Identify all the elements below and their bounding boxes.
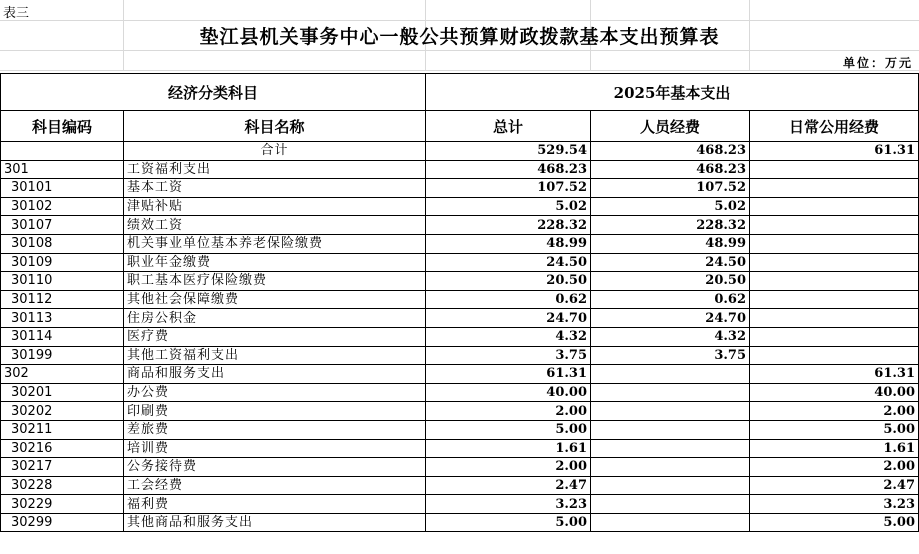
column-header-code: 科目编码 — [1, 111, 124, 142]
public-cell — [750, 327, 919, 346]
personnel-cell: 468.23 — [591, 160, 750, 179]
code-cell: 30201 — [1, 383, 124, 402]
sheet-label: 表三 — [3, 6, 30, 21]
personnel-cell: 468.23 — [591, 142, 750, 161]
table-row — [1, 420, 919, 439]
personnel-cell: 20.50 — [591, 272, 750, 291]
name-cell: 福利费 — [124, 495, 426, 514]
personnel-cell: 5.02 — [591, 197, 750, 216]
total-cell: 48.99 — [426, 234, 591, 253]
public-cell: 61.31 — [750, 142, 919, 161]
code-cell: 30109 — [1, 253, 124, 272]
table-row — [1, 309, 919, 328]
code-cell: 30108 — [1, 234, 124, 253]
name-cell: 绩效工资 — [124, 216, 426, 235]
name-cell: 医疗费 — [124, 327, 426, 346]
personnel-cell — [591, 365, 750, 384]
public-cell: 1.61 — [750, 439, 919, 458]
public-cell: 40.00 — [750, 383, 919, 402]
total-cell: 61.31 — [426, 365, 591, 384]
name-cell: 差旅费 — [124, 420, 426, 439]
code-cell: 30199 — [1, 346, 124, 365]
name-cell: 其他社会保障缴费 — [124, 290, 426, 309]
page-title: 垫江县机关事务中心一般公共预算财政拨款基本支出预算表 — [199, 26, 720, 48]
total-cell: 468.23 — [426, 160, 591, 179]
personnel-cell — [591, 439, 750, 458]
column-header-personnel: 人员经费 — [591, 111, 750, 142]
table-row — [1, 290, 919, 309]
table-row — [1, 495, 919, 514]
total-cell: 107.52 — [426, 179, 591, 198]
header-economic-classification: 经济分类科目 — [1, 74, 426, 111]
name-cell: 公务接待费 — [124, 458, 426, 477]
public-cell: 2.00 — [750, 402, 919, 421]
code-cell: 30110 — [1, 272, 124, 291]
code-cell: 30114 — [1, 327, 124, 346]
public-cell: 5.00 — [750, 420, 919, 439]
name-cell: 办公费 — [124, 383, 426, 402]
name-cell: 职业年金缴费 — [124, 253, 426, 272]
column-header-name: 科目名称 — [124, 111, 426, 142]
code-cell: 30217 — [1, 458, 124, 477]
table-row — [1, 253, 919, 272]
unit-label: 单位：万元 — [842, 56, 913, 70]
header-row-group — [1, 74, 919, 111]
public-cell: 3.23 — [750, 495, 919, 514]
personnel-cell: 228.32 — [591, 216, 750, 235]
name-cell: 商品和服务支出 — [124, 365, 426, 384]
header-basic-expenditure-2025: 2025年基本支出 — [426, 74, 919, 111]
name-cell: 机关事业单位基本养老保险缴费 — [124, 234, 426, 253]
total-cell: 4.32 — [426, 327, 591, 346]
column-header-public: 日常公用经费 — [750, 111, 919, 142]
table-row — [1, 458, 919, 477]
budget-table — [0, 73, 919, 532]
name-cell: 基本工资 — [124, 179, 426, 198]
header-row-columns — [1, 111, 919, 142]
personnel-cell: 48.99 — [591, 234, 750, 253]
public-cell — [750, 290, 919, 309]
name-cell: 印刷费 — [124, 402, 426, 421]
code-cell: 301 — [1, 160, 124, 179]
code-cell: 30202 — [1, 402, 124, 421]
total-cell: 3.23 — [426, 495, 591, 514]
total-cell: 24.50 — [426, 253, 591, 272]
name-cell: 其他工资福利支出 — [124, 346, 426, 365]
code-cell: 302 — [1, 365, 124, 384]
name-cell: 其他商品和服务支出 — [124, 513, 426, 532]
total-cell: 20.50 — [426, 272, 591, 291]
name-cell: 工资福利支出 — [124, 160, 426, 179]
total-cell: 228.32 — [426, 216, 591, 235]
code-cell: 30216 — [1, 439, 124, 458]
total-cell: 3.75 — [426, 346, 591, 365]
public-cell — [750, 272, 919, 291]
table-row — [1, 234, 919, 253]
table-row — [1, 197, 919, 216]
total-cell: 2.00 — [426, 402, 591, 421]
total-cell: 0.62 — [426, 290, 591, 309]
total-cell: 40.00 — [426, 383, 591, 402]
personnel-cell — [591, 402, 750, 421]
total-cell: 1.61 — [426, 439, 591, 458]
code-cell — [1, 142, 124, 161]
total-cell: 5.00 — [426, 513, 591, 532]
public-cell: 5.00 — [750, 513, 919, 532]
table-row — [1, 439, 919, 458]
public-cell — [750, 179, 919, 198]
code-cell: 30229 — [1, 495, 124, 514]
public-cell — [750, 197, 919, 216]
public-cell — [750, 234, 919, 253]
name-cell: 住房公积金 — [124, 309, 426, 328]
public-cell — [750, 309, 919, 328]
code-cell: 30107 — [1, 216, 124, 235]
total-cell: 529.54 — [426, 142, 591, 161]
table-row — [1, 272, 919, 291]
personnel-cell — [591, 476, 750, 495]
column-header-total: 总计 — [426, 111, 591, 142]
table-row — [1, 513, 919, 532]
public-cell: 2.47 — [750, 476, 919, 495]
table-row — [1, 179, 919, 198]
public-cell — [750, 253, 919, 272]
personnel-cell — [591, 513, 750, 532]
personnel-cell: 0.62 — [591, 290, 750, 309]
personnel-cell: 107.52 — [591, 179, 750, 198]
total-cell: 2.00 — [426, 458, 591, 477]
table-row — [1, 160, 919, 179]
public-cell — [750, 160, 919, 179]
total-row — [1, 142, 919, 161]
table-row — [1, 346, 919, 365]
name-cell: 工会经费 — [124, 476, 426, 495]
public-cell: 61.31 — [750, 365, 919, 384]
code-cell: 30112 — [1, 290, 124, 309]
total-cell: 5.00 — [426, 420, 591, 439]
code-cell: 30102 — [1, 197, 124, 216]
personnel-cell — [591, 383, 750, 402]
personnel-cell — [591, 495, 750, 514]
name-cell: 培训费 — [124, 439, 426, 458]
name-cell: 津贴补贴 — [124, 197, 426, 216]
code-cell: 30113 — [1, 309, 124, 328]
personnel-cell: 24.70 — [591, 309, 750, 328]
personnel-cell: 3.75 — [591, 346, 750, 365]
public-cell — [750, 346, 919, 365]
code-cell: 30228 — [1, 476, 124, 495]
table-row — [1, 327, 919, 346]
table-row — [1, 216, 919, 235]
personnel-cell — [591, 458, 750, 477]
personnel-cell: 4.32 — [591, 327, 750, 346]
table-row — [1, 476, 919, 495]
total-cell: 2.47 — [426, 476, 591, 495]
code-cell: 30211 — [1, 420, 124, 439]
table-row — [1, 365, 919, 384]
personnel-cell — [591, 420, 750, 439]
table-row — [1, 402, 919, 421]
public-cell — [750, 216, 919, 235]
total-cell: 5.02 — [426, 197, 591, 216]
code-cell: 30299 — [1, 513, 124, 532]
personnel-cell: 24.50 — [591, 253, 750, 272]
public-cell: 2.00 — [750, 458, 919, 477]
name-cell: 职工基本医疗保险缴费 — [124, 272, 426, 291]
code-cell: 30101 — [1, 179, 124, 198]
total-cell: 24.70 — [426, 309, 591, 328]
table-row — [1, 383, 919, 402]
name-cell: 合计 — [124, 142, 426, 161]
